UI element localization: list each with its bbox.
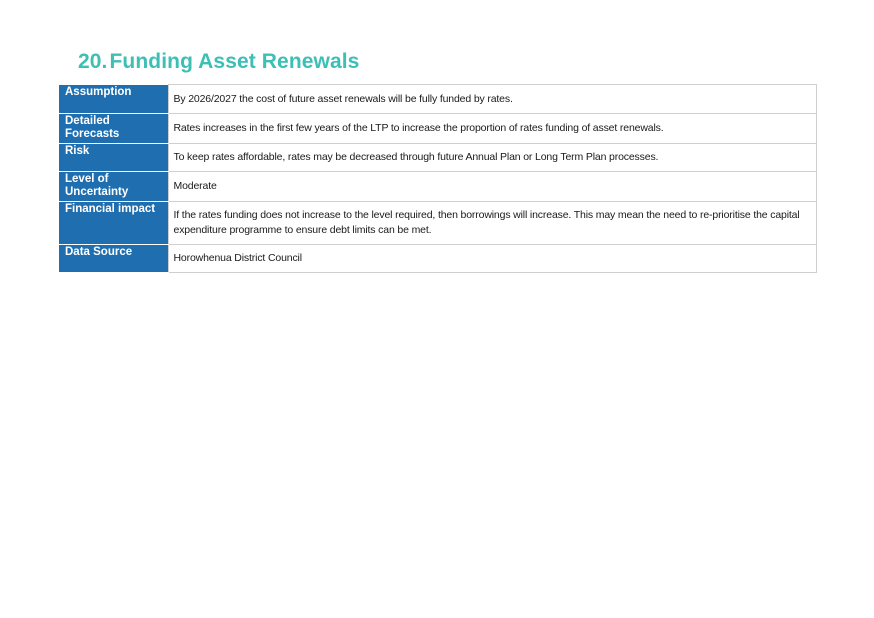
section-heading bbox=[78, 50, 359, 74]
row-value-financial-impact: If the rates funding does not increase to the level required, then borrowings will increase. This may mean the need to re-prioritise the capital expenditure programme to ensure debt limits can be met. bbox=[168, 202, 816, 245]
table-row-assumption bbox=[59, 85, 816, 114]
row-label-data-source: Data Source bbox=[59, 245, 168, 273]
row-label-risk: Risk bbox=[59, 144, 168, 172]
row-value-data-source: Horowhenua District Council bbox=[168, 245, 816, 273]
row-label-assumption: Assumption bbox=[59, 85, 168, 114]
table-row-data-source bbox=[59, 245, 816, 273]
section-number: 20. bbox=[78, 50, 108, 73]
row-value-level-of-uncertainty: Moderate bbox=[168, 172, 816, 202]
table-row-level-of-uncertainty bbox=[59, 172, 816, 202]
assumption-table bbox=[59, 84, 817, 273]
row-label-detailed-forecasts: Detailed Forecasts bbox=[59, 114, 168, 144]
table-row-financial-impact bbox=[59, 202, 816, 245]
row-value-detailed-forecasts: Rates increases in the first few years of the LTP to increase the proportion of rates funding of asset renewals. bbox=[168, 114, 816, 144]
section-title: Funding Asset Renewals bbox=[109, 50, 360, 73]
table-row-risk bbox=[59, 144, 816, 172]
row-label-financial-impact: Financial impact bbox=[59, 202, 168, 245]
table-row-detailed-forecasts bbox=[59, 114, 816, 144]
row-value-assumption: By 2026/2027 the cost of future asset renewals will be fully funded by rates. bbox=[168, 85, 816, 114]
row-label-level-of-uncertainty: Level of Uncertainty bbox=[59, 172, 168, 202]
row-value-risk: To keep rates affordable, rates may be decreased through future Annual Plan or Long Term Plan processes. bbox=[168, 144, 816, 172]
